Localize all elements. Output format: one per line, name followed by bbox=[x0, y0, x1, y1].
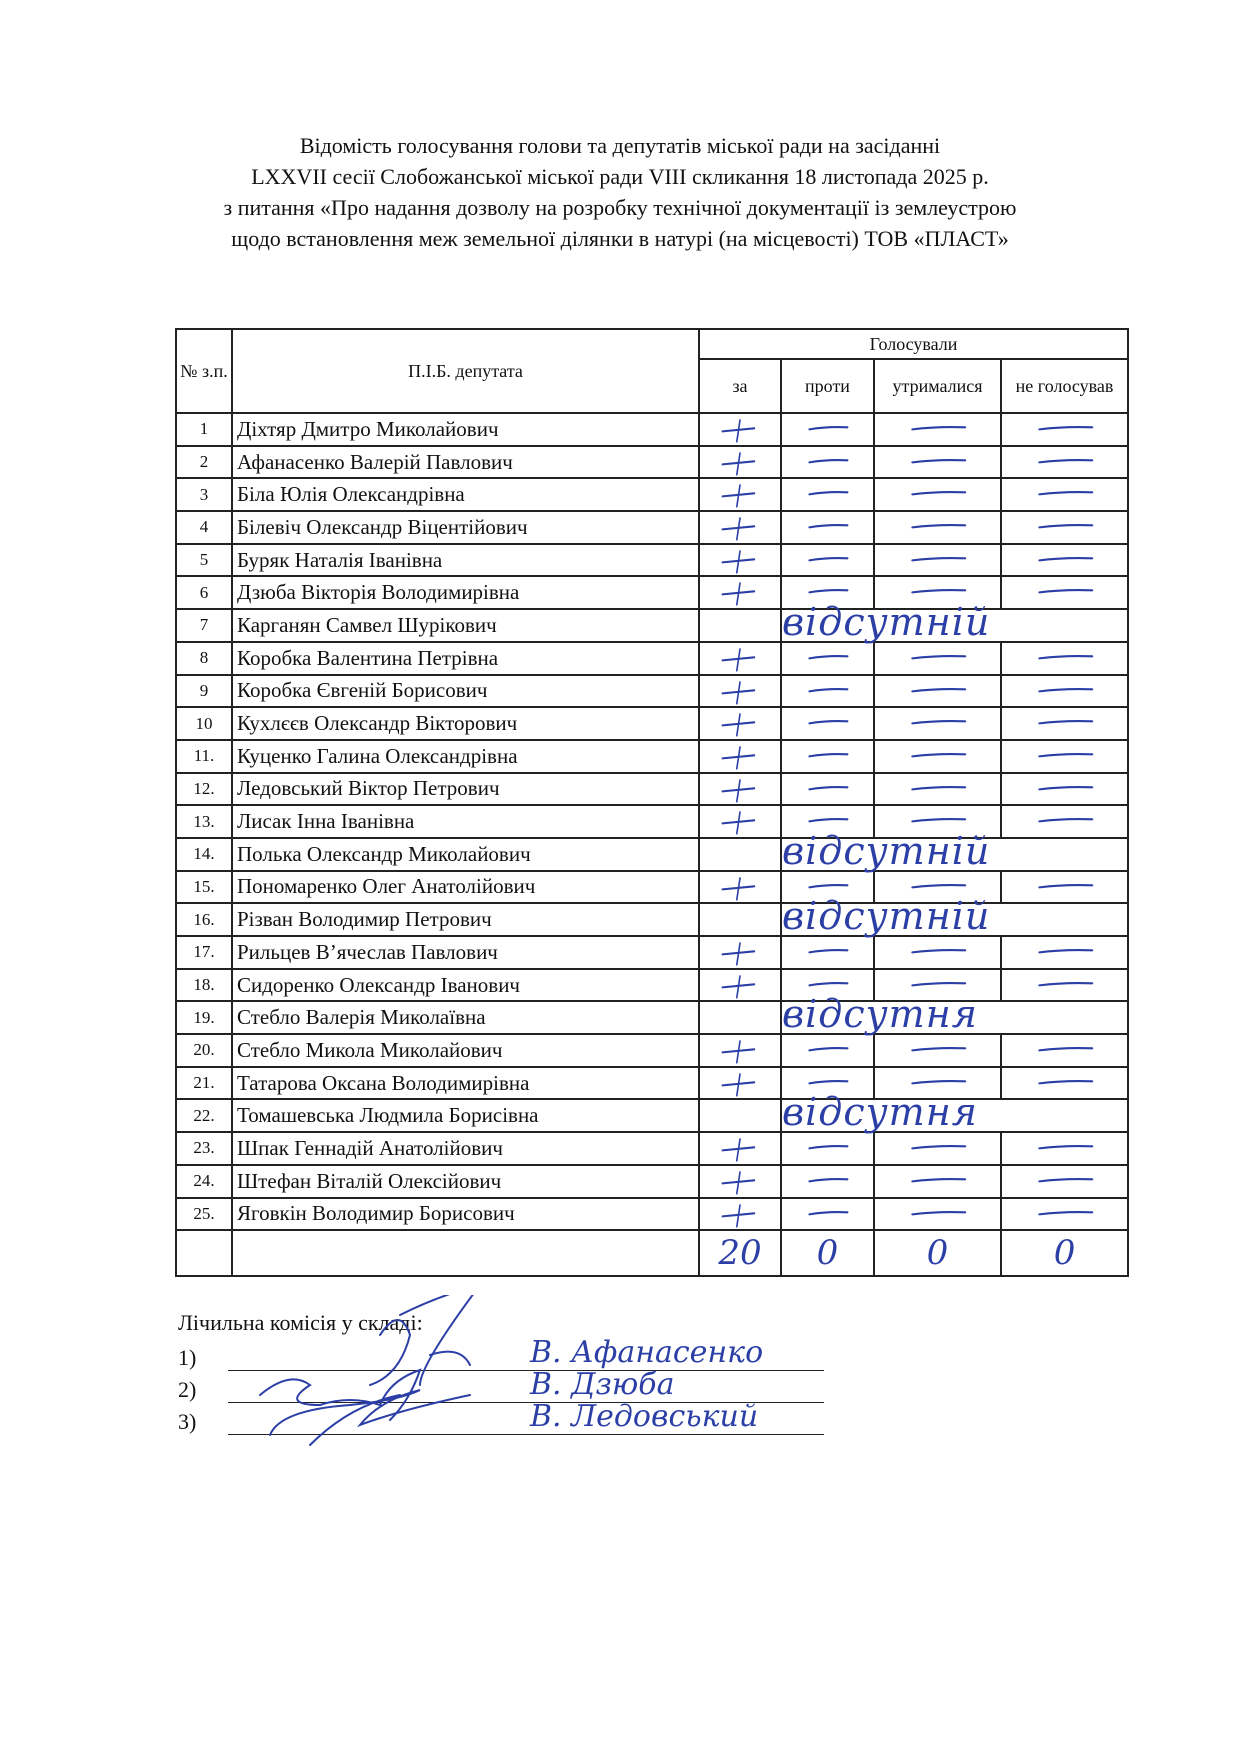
table-row bbox=[176, 1099, 1128, 1132]
vote-for-cell bbox=[699, 1099, 781, 1132]
vote-abstain-cell bbox=[874, 413, 1001, 446]
vote-for-cell bbox=[699, 707, 781, 740]
handwritten-signatures bbox=[250, 1295, 530, 1465]
deputy-name: Коробка Євгеній Борисович bbox=[232, 675, 699, 708]
dash-mark-icon bbox=[782, 479, 873, 510]
dash-mark-icon bbox=[1002, 643, 1127, 674]
deputy-name: Рильцев В’ячеслав Павлович bbox=[232, 936, 699, 969]
plus-mark-icon bbox=[700, 708, 780, 739]
vote-against-cell bbox=[781, 1132, 874, 1165]
vote-against-cell bbox=[781, 642, 874, 675]
deputy-name: Штефан Віталій Олексійович bbox=[232, 1165, 699, 1198]
vote-for-cell bbox=[699, 871, 781, 904]
dash-mark-icon bbox=[782, 1166, 873, 1197]
dash-mark-icon bbox=[1002, 545, 1127, 576]
dash-mark-icon bbox=[782, 741, 873, 772]
plus-mark-icon bbox=[700, 479, 780, 510]
vote-against-cell bbox=[781, 773, 874, 806]
vote-for-cell bbox=[699, 1034, 781, 1067]
vote-for-cell bbox=[699, 903, 781, 936]
vote-for-cell bbox=[699, 1132, 781, 1165]
table-row bbox=[176, 936, 1128, 969]
row-number: 22. bbox=[176, 1099, 232, 1132]
row-number: 25. bbox=[176, 1198, 232, 1231]
dash-mark-icon bbox=[875, 414, 1000, 445]
deputy-name: Білевіч Олександр Віцентійович bbox=[232, 511, 699, 544]
vote-abstain-cell bbox=[874, 446, 1001, 479]
deputy-name: Куценко Галина Олександрівна bbox=[232, 740, 699, 773]
deputy-name: Діхтяр Дмитро Миколайович bbox=[232, 413, 699, 446]
table-row bbox=[176, 642, 1128, 675]
row-number: 6 bbox=[176, 576, 232, 609]
vote-for-cell bbox=[699, 642, 781, 675]
total-for: 20 bbox=[699, 1230, 781, 1276]
table-row bbox=[176, 1198, 1128, 1231]
row-number: 23. bbox=[176, 1132, 232, 1165]
vote-novote-cell bbox=[1001, 740, 1128, 773]
vote-novote-cell bbox=[1001, 1198, 1128, 1231]
vote-novote-cell bbox=[1001, 1165, 1128, 1198]
voting-table bbox=[175, 328, 1129, 1277]
total-against: 0 bbox=[781, 1230, 874, 1276]
dash-mark-icon bbox=[1002, 774, 1127, 805]
deputy-name: Томашевська Людмила Борисівна bbox=[232, 1099, 699, 1132]
table-row bbox=[176, 1034, 1128, 1067]
vote-for-cell bbox=[699, 805, 781, 838]
dash-mark-icon bbox=[1002, 479, 1127, 510]
row-number: 3 bbox=[176, 478, 232, 511]
plus-mark-icon bbox=[700, 774, 780, 805]
vote-novote-cell bbox=[1001, 936, 1128, 969]
vote-for-cell bbox=[699, 969, 781, 1002]
commission-label: Лічильна комісія у складі: bbox=[178, 1310, 423, 1335]
deputy-name: Татарова Оксана Володимирівна bbox=[232, 1067, 699, 1100]
title-line: LXXVII сесії Слобожанської міської ради VIII скликання 18 листопада 2025 р. bbox=[251, 164, 989, 189]
dash-mark-icon bbox=[875, 741, 1000, 772]
totals-empty bbox=[232, 1230, 699, 1276]
header-against: проти bbox=[781, 359, 874, 413]
dash-mark-icon bbox=[875, 545, 1000, 576]
vote-novote-cell bbox=[1001, 511, 1128, 544]
dash-mark-icon bbox=[1002, 806, 1127, 837]
table-row bbox=[176, 446, 1128, 479]
table-row bbox=[176, 1132, 1128, 1165]
dash-mark-icon bbox=[875, 1199, 1000, 1230]
dash-mark-icon bbox=[1002, 676, 1127, 707]
vote-for-cell bbox=[699, 838, 781, 871]
deputy-name: Ледовський Віктор Петрович bbox=[232, 773, 699, 806]
vote-abstain-cell bbox=[874, 544, 1001, 577]
absent-cell bbox=[781, 1090, 1128, 1135]
total-abstain: 0 bbox=[874, 1230, 1001, 1276]
deputy-name: Буряк Наталія Іванівна bbox=[232, 544, 699, 577]
vote-novote-cell bbox=[1001, 576, 1128, 609]
dash-mark-icon bbox=[1002, 708, 1127, 739]
plus-mark-icon bbox=[700, 643, 780, 674]
vote-for-cell bbox=[699, 511, 781, 544]
row-number: 10 bbox=[176, 707, 232, 740]
vote-abstain-cell bbox=[874, 740, 1001, 773]
dash-mark-icon bbox=[1002, 1199, 1127, 1230]
plus-mark-icon bbox=[700, 1199, 780, 1230]
plus-mark-icon bbox=[700, 447, 780, 478]
dash-mark-icon bbox=[875, 937, 1000, 968]
row-number: 1 bbox=[176, 413, 232, 446]
vote-novote-cell bbox=[1001, 446, 1128, 479]
totals-empty bbox=[176, 1230, 232, 1276]
vote-against-cell bbox=[781, 707, 874, 740]
table-row bbox=[176, 1165, 1128, 1198]
absent-cell bbox=[781, 600, 1128, 645]
vote-novote-cell bbox=[1001, 773, 1128, 806]
table-row bbox=[176, 413, 1128, 446]
deputy-name: Афанасенко Валерій Павлович bbox=[232, 446, 699, 479]
document-title bbox=[140, 130, 1100, 254]
deputy-name: Сидоренко Олександр Іванович bbox=[232, 969, 699, 1002]
vote-for-cell bbox=[699, 478, 781, 511]
dash-mark-icon bbox=[782, 1199, 873, 1230]
commission-member-number: 3) bbox=[178, 1409, 197, 1434]
table-row bbox=[176, 740, 1128, 773]
absent-note: відсутній bbox=[782, 600, 991, 645]
vote-novote-cell bbox=[1001, 969, 1128, 1002]
dash-mark-icon bbox=[782, 545, 873, 576]
dash-mark-icon bbox=[782, 447, 873, 478]
vote-abstain-cell bbox=[874, 1165, 1001, 1198]
row-number: 9 bbox=[176, 675, 232, 708]
plus-mark-icon bbox=[700, 1133, 780, 1164]
table-row bbox=[176, 1067, 1128, 1100]
absent-cell bbox=[781, 828, 1128, 873]
plus-mark-icon bbox=[700, 970, 780, 1001]
dash-mark-icon bbox=[782, 1133, 873, 1164]
dash-mark-icon bbox=[782, 708, 873, 739]
table-row bbox=[176, 478, 1128, 511]
header-abstain: утрималися bbox=[874, 359, 1001, 413]
vote-for-cell bbox=[699, 576, 781, 609]
dash-mark-icon bbox=[782, 937, 873, 968]
vote-for-cell bbox=[699, 609, 781, 642]
dash-mark-icon bbox=[1002, 447, 1127, 478]
deputy-name: Дзюба Вікторія Володимирівна bbox=[232, 576, 699, 609]
dash-mark-icon bbox=[1002, 937, 1127, 968]
vote-for-cell bbox=[699, 413, 781, 446]
table-row bbox=[176, 773, 1128, 806]
dash-mark-icon bbox=[782, 676, 873, 707]
dash-mark-icon bbox=[1002, 512, 1127, 543]
vote-abstain-cell bbox=[874, 675, 1001, 708]
vote-abstain-cell bbox=[874, 1198, 1001, 1231]
vote-abstain-cell bbox=[874, 642, 1001, 675]
row-number: 13. bbox=[176, 805, 232, 838]
deputy-name: Шпак Геннадій Анатолійович bbox=[232, 1132, 699, 1165]
signature-name: В. Афанасенко bbox=[530, 1335, 764, 1370]
totals-row bbox=[176, 1230, 1128, 1276]
vote-abstain-cell bbox=[874, 773, 1001, 806]
plus-mark-icon bbox=[700, 512, 780, 543]
dash-mark-icon bbox=[1002, 970, 1127, 1001]
vote-novote-cell bbox=[1001, 478, 1128, 511]
row-number: 4 bbox=[176, 511, 232, 544]
dash-mark-icon bbox=[1002, 414, 1127, 445]
dash-mark-icon bbox=[875, 1035, 1000, 1066]
plus-mark-icon bbox=[700, 414, 780, 445]
table-row bbox=[176, 609, 1128, 642]
row-number: 18. bbox=[176, 969, 232, 1002]
row-number: 7 bbox=[176, 609, 232, 642]
header-name: П.І.Б. депутата bbox=[232, 329, 699, 413]
vote-for-cell bbox=[699, 1198, 781, 1231]
dash-mark-icon bbox=[1002, 1133, 1127, 1164]
vote-for-cell bbox=[699, 1001, 781, 1034]
title-line: Відомість голосування голови та депутатів міської ради на засіданні bbox=[299, 133, 941, 158]
dash-mark-icon bbox=[1002, 741, 1127, 772]
vote-against-cell bbox=[781, 511, 874, 544]
vote-abstain-cell bbox=[874, 936, 1001, 969]
absent-note: відсутня bbox=[782, 992, 978, 1037]
deputy-name: Коробка Валентина Петрівна bbox=[232, 642, 699, 675]
vote-novote-cell bbox=[1001, 642, 1128, 675]
deputy-name: Кухлєєв Олександр Вікторович bbox=[232, 707, 699, 740]
signature-name: В. Ледовський bbox=[530, 1399, 759, 1434]
dash-mark-icon bbox=[782, 643, 873, 674]
plus-mark-icon bbox=[700, 872, 780, 903]
deputy-name: Лисак Інна Іванівна bbox=[232, 805, 699, 838]
vote-novote-cell bbox=[1001, 413, 1128, 446]
total-novote: 0 bbox=[1001, 1230, 1128, 1276]
row-number: 17. bbox=[176, 936, 232, 969]
row-number: 11. bbox=[176, 740, 232, 773]
row-number: 14. bbox=[176, 838, 232, 871]
vote-against-cell bbox=[781, 1198, 874, 1231]
deputy-name: Біла Юлія Олександрівна bbox=[232, 478, 699, 511]
vote-abstain-cell bbox=[874, 478, 1001, 511]
dash-mark-icon bbox=[1002, 577, 1127, 608]
row-number: 20. bbox=[176, 1034, 232, 1067]
vote-novote-cell bbox=[1001, 707, 1128, 740]
plus-mark-icon bbox=[700, 1035, 780, 1066]
vote-novote-cell bbox=[1001, 1067, 1128, 1100]
dash-mark-icon bbox=[1002, 872, 1127, 903]
vote-novote-cell bbox=[1001, 871, 1128, 904]
vote-for-cell bbox=[699, 446, 781, 479]
dash-mark-icon bbox=[782, 512, 873, 543]
absent-note: відсутній bbox=[782, 894, 991, 939]
table-row bbox=[176, 707, 1128, 740]
header-number: № з.п. bbox=[176, 329, 232, 413]
absent-cell bbox=[781, 894, 1128, 939]
deputy-name: Полька Олександр Миколайович bbox=[232, 838, 699, 871]
deputy-name: Різван Володимир Петрович bbox=[232, 903, 699, 936]
vote-abstain-cell bbox=[874, 707, 1001, 740]
plus-mark-icon bbox=[700, 545, 780, 576]
plus-mark-icon bbox=[700, 577, 780, 608]
absent-note: відсутній bbox=[782, 828, 991, 873]
dash-mark-icon bbox=[875, 708, 1000, 739]
plus-mark-icon bbox=[700, 1166, 780, 1197]
signature-name: В. Дзюба bbox=[530, 1367, 675, 1402]
deputy-name: Яговкін Володимир Борисович bbox=[232, 1198, 699, 1231]
vote-for-cell bbox=[699, 773, 781, 806]
absent-cell bbox=[781, 992, 1128, 1037]
vote-for-cell bbox=[699, 740, 781, 773]
row-number: 8 bbox=[176, 642, 232, 675]
commission-member-number: 2) bbox=[178, 1377, 197, 1402]
vote-against-cell bbox=[781, 544, 874, 577]
vote-abstain-cell bbox=[874, 1034, 1001, 1067]
table-row bbox=[176, 1001, 1128, 1034]
commission-member-number: 1) bbox=[178, 1345, 197, 1370]
dash-mark-icon bbox=[875, 479, 1000, 510]
plus-mark-icon bbox=[700, 741, 780, 772]
row-number: 19. bbox=[176, 1001, 232, 1034]
row-number: 24. bbox=[176, 1165, 232, 1198]
vote-against-cell bbox=[781, 740, 874, 773]
absent-note: відсутня bbox=[782, 1090, 978, 1135]
deputy-name: Стебло Валерія Миколаївна bbox=[232, 1001, 699, 1034]
row-number: 5 bbox=[176, 544, 232, 577]
vote-for-cell bbox=[699, 544, 781, 577]
vote-novote-cell bbox=[1001, 544, 1128, 577]
table-body bbox=[176, 413, 1128, 1230]
plus-mark-icon bbox=[700, 1068, 780, 1099]
deputy-name: Стебло Микола Миколайович bbox=[232, 1034, 699, 1067]
vote-for-cell bbox=[699, 1165, 781, 1198]
table-row bbox=[176, 838, 1128, 871]
dash-mark-icon bbox=[1002, 1068, 1127, 1099]
dash-mark-icon bbox=[782, 774, 873, 805]
dash-mark-icon bbox=[1002, 1166, 1127, 1197]
vote-abstain-cell bbox=[874, 1132, 1001, 1165]
plus-mark-icon bbox=[700, 676, 780, 707]
deputy-name: Карганян Самвел Шурікович bbox=[232, 609, 699, 642]
vote-for-cell bbox=[699, 675, 781, 708]
vote-for-cell bbox=[699, 1067, 781, 1100]
vote-against-cell bbox=[781, 478, 874, 511]
dash-mark-icon bbox=[875, 512, 1000, 543]
vote-novote-cell bbox=[1001, 1034, 1128, 1067]
dash-mark-icon bbox=[875, 676, 1000, 707]
title-line: щодо встановлення меж земельної ділянки в натурі (на місцевості) ТОВ «ПЛАСТ» bbox=[231, 226, 1009, 251]
vote-abstain-cell bbox=[874, 511, 1001, 544]
vote-against-cell bbox=[781, 1034, 874, 1067]
row-number: 15. bbox=[176, 871, 232, 904]
table-row bbox=[176, 511, 1128, 544]
vote-for-cell bbox=[699, 936, 781, 969]
row-number: 16. bbox=[176, 903, 232, 936]
vote-against-cell bbox=[781, 936, 874, 969]
plus-mark-icon bbox=[700, 937, 780, 968]
dash-mark-icon bbox=[782, 1035, 873, 1066]
vote-novote-cell bbox=[1001, 805, 1128, 838]
vote-against-cell bbox=[781, 413, 874, 446]
dash-mark-icon bbox=[875, 1133, 1000, 1164]
dash-mark-icon bbox=[875, 774, 1000, 805]
table-row bbox=[176, 903, 1128, 936]
dash-mark-icon bbox=[875, 1166, 1000, 1197]
dash-mark-icon bbox=[875, 643, 1000, 674]
row-number: 12. bbox=[176, 773, 232, 806]
row-number: 2 bbox=[176, 446, 232, 479]
header-novote: не голосував bbox=[1001, 359, 1128, 413]
dash-mark-icon bbox=[875, 447, 1000, 478]
dash-mark-icon bbox=[782, 414, 873, 445]
table-row bbox=[176, 675, 1128, 708]
vote-against-cell bbox=[781, 675, 874, 708]
title-line: з питання «Про надання дозволу на розробку технічної документації із землеустрою bbox=[223, 195, 1017, 220]
vote-against-cell bbox=[781, 446, 874, 479]
header-for: за bbox=[699, 359, 781, 413]
dash-mark-icon bbox=[1002, 1035, 1127, 1066]
plus-mark-icon bbox=[700, 806, 780, 837]
row-number: 21. bbox=[176, 1067, 232, 1100]
vote-against-cell bbox=[781, 1165, 874, 1198]
table-row bbox=[176, 544, 1128, 577]
deputy-name: Пономаренко Олег Анатолійович bbox=[232, 871, 699, 904]
table-row bbox=[176, 969, 1128, 1002]
header-voted: Голосували bbox=[699, 329, 1128, 359]
vote-novote-cell bbox=[1001, 1132, 1128, 1165]
vote-novote-cell bbox=[1001, 675, 1128, 708]
